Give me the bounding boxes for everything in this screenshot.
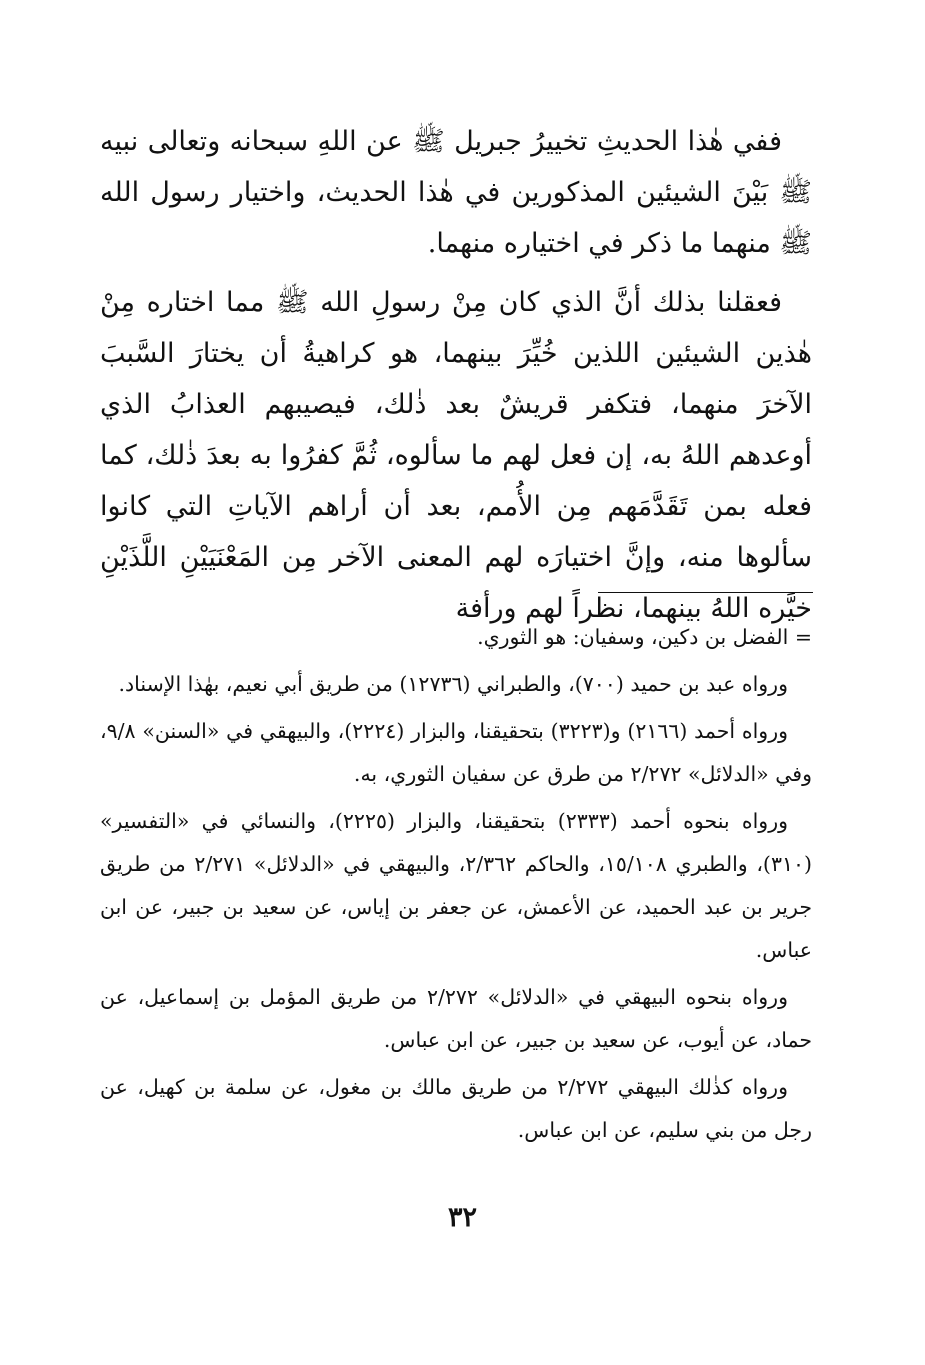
footnote-paragraph: ورواه بنحوه البيهقي في «الدلائل» ٢/٢٧٢ من طريق المؤمل بن إسماعيل، عن حماد، عن أيوب، عن سعيد بن جبير، عن ابن عباس. — [100, 985, 812, 1052]
main-paragraph: فعقلنا بذلك أنَّ الذي كان مِنْ رسولِ الله ﷺ مما اختاره مِنْ هٰذين الشيئين اللذين خُيِّرَ بينهما، هو كراهيةُ أن يختارَ السَّببَ الآخرَ منهما، فتكفر قريشٌ بعد ذٰلك، فيصيبهم العذابُ الذي أوعدهم اللهُ به، إن فعل لهم ما سألوه، ثُمَّ كفرُوا به بعدَ ذٰلك، كما فعله بمن تَقَدَّمَهم مِن الأُمم، بعد أن أراهم الآياتِ التي كانوا سألوها منه، وإنَّ اختيارَه لهم المعنى الآخر مِن المَعْنَيَيْنِ اللَّذَيْنِ خيَّره اللهُ بينهما، نظراً لهم ورأفة — [100, 287, 812, 624]
footnote-paragraph: ورواه عبد بن حميد (٧٠٠)، والطبراني (١٢٧٣٦) من طريق أبي نعيم، بهٰذا الإسناد. — [118, 672, 788, 696]
page-number: ٣٢ — [447, 1202, 477, 1233]
footnote-paragraph: ورواه كذٰلك البيهقي ٢/٢٧٢ من طريق مالك بن مغول، عن سلمة بن كهيل، عن رجل من بني سليم، عن ابن عباس. — [100, 1075, 812, 1142]
main-paragraph: ففي هٰذا الحديثِ تخييرُ جبريل ﷺ عن اللهِ سبحانه وتعالى نبيه ﷺ بَيْنَ الشيئين المذكورين في هٰذا الحديث، واختيار رسول الله ﷺ منهما ما ذكر في اختياره منهما. — [100, 126, 812, 259]
footnotes — [100, 616, 812, 1156]
footnote-paragraph: ورواه بنحوه أحمد (٢٣٣٣) بتحقيقنا، والبزار (٢٢٢٥)، والنسائي في «التفسير» (٣١٠)، والطبري ١٥/١٠٨، والحاكم ٢/٣٦٢، والبيهقي في «الدلائل» ٢/٢٧١ من طريق جرير بن عبد الحميد، عن الأعمش، عن جعفر بن إياس، عن سعيد بن جبير، عن ابن عباس. — [100, 809, 812, 962]
main-text — [100, 116, 812, 642]
footnote-continuation: = الفضل بن دكين، وسفيان: هو الثوري. — [477, 625, 812, 649]
footnote-paragraph: ورواه أحمد (٢١٦٦) و(٣٢٢٣) بتحقيقنا، والبزار (٢٢٢٤)، والبيهقي في «السنن» ٩/٨، وفي «الدلائل» ٢/٢٧٢ من طرق عن سفيان الثوري، به. — [100, 719, 812, 786]
footnote-separator — [598, 592, 813, 593]
